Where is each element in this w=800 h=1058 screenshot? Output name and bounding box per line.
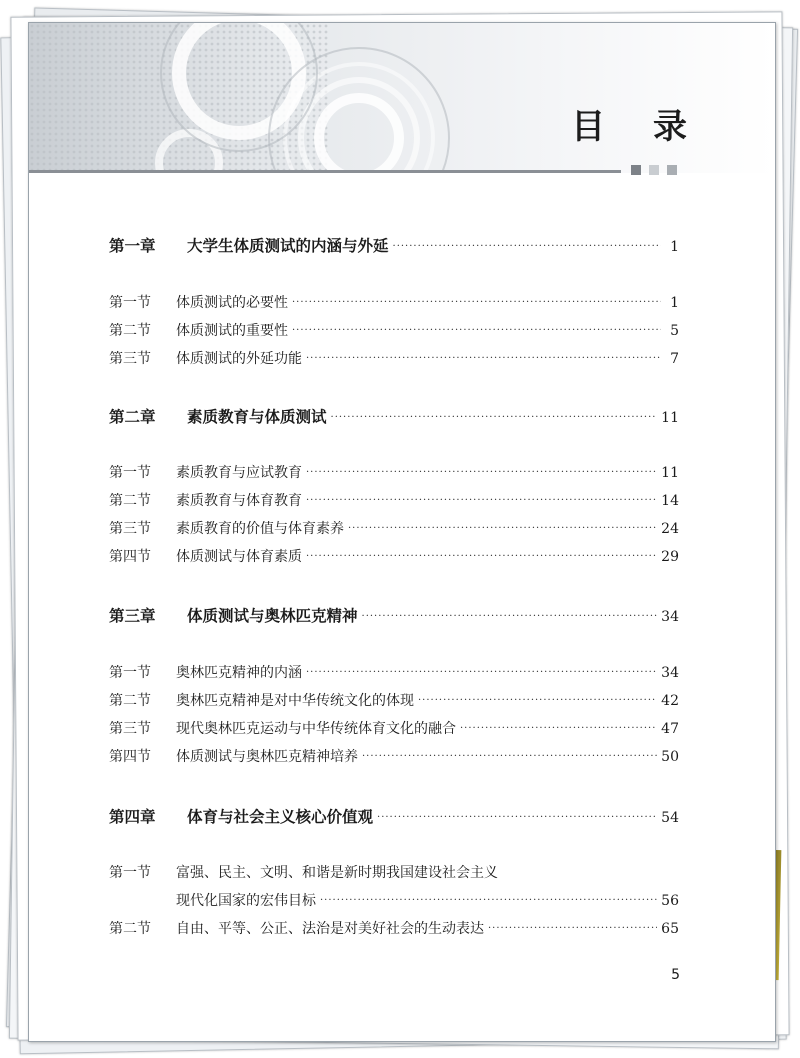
toc-section-continuation[interactable] — [176, 891, 679, 911]
decorative-square — [667, 165, 677, 175]
header-rule — [29, 170, 621, 173]
leader-dots — [362, 612, 658, 622]
decorative-rings-graphic — [29, 23, 775, 173]
page-number: 24 — [661, 521, 679, 537]
page-number: 65 — [661, 921, 679, 937]
section-number: 第一节 — [109, 865, 151, 881]
chapter-number: 第一章 — [109, 236, 156, 255]
chapter-title: 体育与社会主义核心价值观 — [187, 807, 374, 826]
section-number: 第三节 — [109, 721, 151, 737]
toc-section[interactable] — [109, 747, 679, 767]
leader-dots — [377, 813, 657, 823]
toc-section[interactable] — [109, 919, 679, 939]
page-number: 54 — [661, 810, 679, 826]
section-number: 第二节 — [109, 493, 151, 509]
chapter-title: 大学生体质测试的内涵与外延 — [187, 236, 389, 255]
leader-dots — [292, 326, 661, 336]
toc-section[interactable] — [109, 491, 679, 511]
section-title: 素质教育与应试教育 — [176, 465, 302, 481]
chapter-title: 素质教育与体质测试 — [187, 407, 327, 426]
section-number: 第一节 — [109, 665, 151, 681]
toc-section[interactable] — [109, 547, 679, 567]
page-number: 11 — [661, 465, 679, 481]
section-title: 现代奥林匹克运动与中华传统体育文化的融合 — [176, 721, 456, 737]
leader-dots — [418, 696, 657, 706]
section-title: 富强、民主、文明、和谐是新时期我国建设社会主义 — [176, 865, 498, 881]
leader-dots — [306, 668, 657, 678]
page-number: 7 — [670, 351, 679, 367]
chapter-number: 第二章 — [109, 407, 156, 426]
leader-dots — [306, 496, 657, 506]
toc-chapter-4[interactable] — [109, 807, 679, 828]
page-number: 42 — [661, 693, 679, 709]
page-number: 1 — [670, 239, 679, 255]
section-number: 第二节 — [109, 323, 151, 339]
toc-section[interactable] — [109, 293, 679, 313]
leader-dots — [306, 354, 661, 364]
section-number: 第四节 — [109, 549, 151, 565]
section-title: 体质测试的外延功能 — [176, 351, 302, 367]
toc-chapter-1[interactable] — [109, 236, 679, 257]
toc-page — [28, 22, 776, 1042]
section-number: 第三节 — [109, 351, 151, 367]
toc-section[interactable] — [109, 691, 679, 711]
section-number: 第一节 — [109, 465, 151, 481]
section-title: 体质测试的重要性 — [176, 323, 288, 339]
section-number: 第三节 — [109, 521, 151, 537]
leader-dots — [460, 724, 657, 734]
chapter-number: 第四章 — [109, 807, 156, 826]
leader-dots — [306, 552, 657, 562]
page-folio: 5 — [671, 967, 680, 983]
section-title: 体质测试的必要性 — [176, 295, 288, 311]
page-number: 29 — [661, 549, 679, 565]
chapter-number: 第三章 — [109, 606, 156, 625]
leader-dots — [362, 752, 657, 762]
leader-dots — [331, 413, 658, 423]
page-number: 1 — [670, 295, 679, 311]
header-banner — [29, 23, 775, 173]
section-title: 奥林匹克精神是对中华传统文化的体现 — [176, 693, 414, 709]
page-number: 56 — [661, 893, 679, 909]
leader-dots — [292, 298, 661, 308]
leader-dots — [488, 924, 657, 934]
toc-section[interactable] — [109, 321, 679, 341]
section-number: 第二节 — [109, 921, 151, 937]
page-number: 5 — [670, 323, 679, 339]
chapter-title: 体质测试与奥林匹克精神 — [187, 606, 358, 625]
section-title: 奥林匹克精神的内涵 — [176, 665, 302, 681]
section-number: 第二节 — [109, 693, 151, 709]
toc-chapter-2[interactable] — [109, 407, 679, 428]
toc-section[interactable] — [109, 519, 679, 539]
toc-section[interactable] — [109, 463, 679, 483]
toc-section[interactable] — [109, 719, 679, 739]
section-number: 第一节 — [109, 295, 151, 311]
section-title-continuation: 现代化国家的宏伟目标 — [176, 893, 316, 909]
page-title: 目 录 — [571, 107, 705, 147]
section-number: 第四节 — [109, 749, 151, 765]
page-number: 34 — [661, 609, 679, 625]
page-number: 11 — [661, 410, 679, 426]
leader-dots — [393, 242, 661, 252]
section-title: 体质测试与体育素质 — [176, 549, 302, 565]
toc-section[interactable] — [109, 663, 679, 683]
section-title: 素质教育的价值与体育素养 — [176, 521, 344, 537]
toc-section[interactable] — [109, 349, 679, 369]
toc-section[interactable] — [109, 863, 679, 883]
section-title: 自由、平等、公正、法治是对美好社会的生动表达 — [176, 921, 484, 937]
section-title: 体质测试与奥林匹克精神培养 — [176, 749, 358, 765]
page-number: 14 — [661, 493, 679, 509]
leader-dots — [348, 524, 657, 534]
toc-chapter-3[interactable] — [109, 606, 679, 627]
page-number: 34 — [661, 665, 679, 681]
decorative-square — [631, 165, 641, 175]
page-number: 50 — [661, 749, 679, 765]
section-title: 素质教育与体育教育 — [176, 493, 302, 509]
leader-dots — [306, 468, 657, 478]
leader-dots — [320, 896, 657, 906]
page-number: 47 — [661, 721, 679, 737]
decorative-square — [649, 165, 659, 175]
